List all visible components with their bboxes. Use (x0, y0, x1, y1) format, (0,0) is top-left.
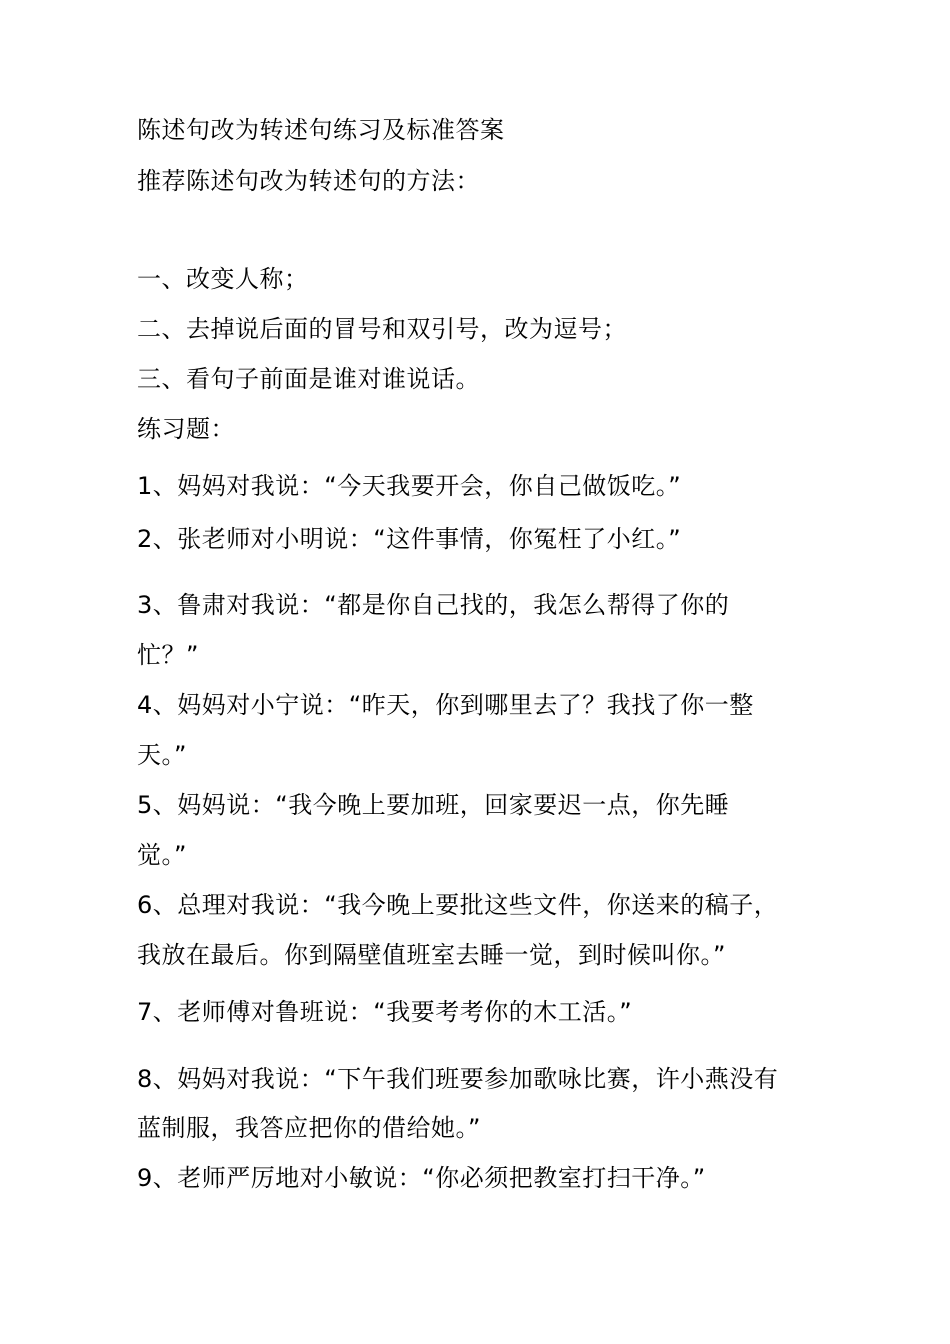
exercise-line: 3、鲁肃对我说：“都是你自己找的，我怎么帮得了你的 (137, 591, 730, 619)
exercise-line: 7、老师傅对鲁班说：“我要考考你的木工活。” (137, 998, 633, 1026)
exercise-line: 8、妈妈对我说：“下午我们班要参加歌咏比赛，许小燕没有 (137, 1065, 779, 1093)
method-heading: 推荐陈述句改为转述句的方法： (137, 167, 480, 195)
exercise-line: 5、妈妈说：“我今晚上要加班，回家要迟一点，你先睡 (137, 791, 730, 819)
exercise-line: 忙？” (137, 641, 199, 669)
exercise-line: 6、总理对我说：“我今晚上要批这些文件，你送来的稿子， (137, 891, 779, 919)
exercise-line: 我放在最后。你到隔壁值班室去睡一觉，到时候叫你。” (137, 941, 726, 969)
exercise-line: 4、妈妈对小宁说：“昨天，你到哪里去了？我找了你一整 (137, 691, 754, 719)
method-item: 三、看句子前面是谁对谁说话。 (137, 365, 480, 393)
document-title: 陈述句改为转述句练习及标准答案 (137, 116, 505, 144)
exercise-line: 天。” (137, 741, 187, 769)
exercise-heading: 练习题： (137, 415, 235, 443)
method-item: 一、改变人称； (137, 265, 309, 293)
method-item: 二、去掉说后面的冒号和双引号，改为逗号； (137, 315, 627, 343)
exercise-line: 2、张老师对小明说：“这件事情，你冤枉了小红。” (137, 525, 682, 553)
exercise-line: 觉。” (137, 841, 187, 869)
exercise-line: 9、老师严厉地对小敏说：“你必须把教室打扫干净。” (137, 1164, 706, 1192)
exercise-line: 1、妈妈对我说：“今天我要开会，你自己做饭吃。” (137, 472, 682, 500)
exercise-line: 蓝制服，我答应把你的借给她。” (137, 1114, 481, 1142)
